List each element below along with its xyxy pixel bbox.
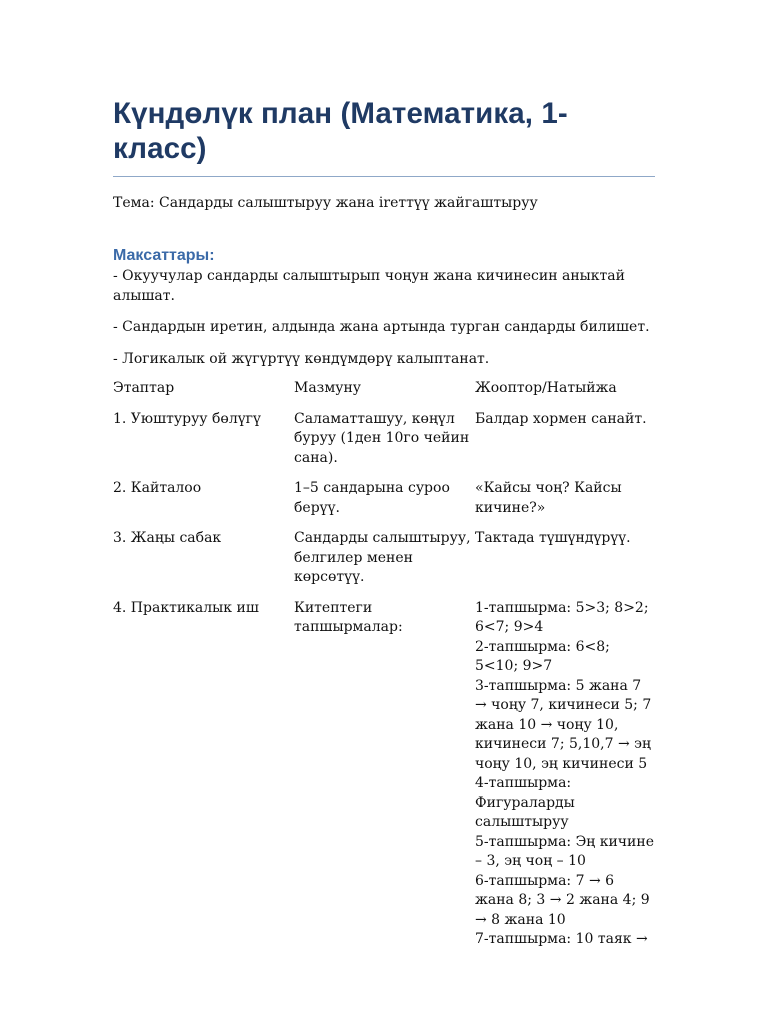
table-cell: 1. Уюштуруу бөлүгү xyxy=(113,410,261,427)
column-header-content: Мазмуну xyxy=(294,380,362,397)
goals-heading: Максаттары: xyxy=(113,247,215,265)
table-row xyxy=(113,529,655,599)
table-header-row xyxy=(113,379,655,410)
table-row xyxy=(113,599,655,961)
table-cell: 2. Кайталоо xyxy=(113,480,202,497)
table-cell: Тактада түшүндүрүү. xyxy=(475,530,631,547)
table-cell: Сандарды салыштыруу, белгилер менен көрсөтүү. xyxy=(294,530,471,586)
column-header-results: Жооптор/Натыйжа xyxy=(475,380,617,397)
table-cell: 4. Практикалык иш xyxy=(113,599,259,616)
table-row xyxy=(113,410,655,480)
goal-item: - Логикалык ой жүгүртүү көндүмдөрү калыптанат. xyxy=(113,350,490,367)
column-header-stages: Этаптар xyxy=(113,380,175,397)
table-cell: «Кайсы чоң? Кайсы кичине?» xyxy=(475,480,622,516)
table-cell: 3. Жаңы сабак xyxy=(113,530,222,547)
table-cell-tasks: 1-тапшырма: 5>3; 8>2; 6<7; 9>4 2-тапшырма: 6<8; 5<10; 9>7 3-тапшырма: 5 жана 7 → чоңу 7, кичинеси 5; 7 жана 10 → чоңу 10, кичинеси 7; 5,10,7 → эң чоңу 10, эң кичинеси 5 4-тапшырма: Фигураларды салыштыруу 5-тапшырма: Эң кичине – 3, эң чоң – 10 6-тапшырма: 7 → 6 жана 8; 3 → 2 жана 4; 9 → 8 жана 10 7-тапшырма: 10 таяк → xyxy=(475,599,655,948)
table-cell: Балдар хормен санайт. xyxy=(475,410,647,427)
document-page xyxy=(113,96,655,961)
goal-item: - Сандардын иретин, алдында жана артында турган сандарды билишет. xyxy=(113,319,650,336)
lesson-topic: Тема: Сандарды салыштыруу жана ireттүү жайгаштыруу xyxy=(113,194,538,211)
page-title: Күндөлүк план (Математика, 1-класс) xyxy=(113,96,655,177)
table-cell: 1–5 сандарына суроо берүү. xyxy=(294,480,450,516)
table-row xyxy=(113,479,655,529)
goal-item: - Окуучулар сандарды салыштырып чоңун жана кичинесин аныктай алышат. xyxy=(113,268,625,304)
table-cell: Китептеги тапшырмалар: xyxy=(294,599,403,636)
lesson-plan-table xyxy=(113,379,655,961)
table-cell: Саламатташуу, көңүл буруу (1ден 10го чейин сана). xyxy=(294,410,470,466)
